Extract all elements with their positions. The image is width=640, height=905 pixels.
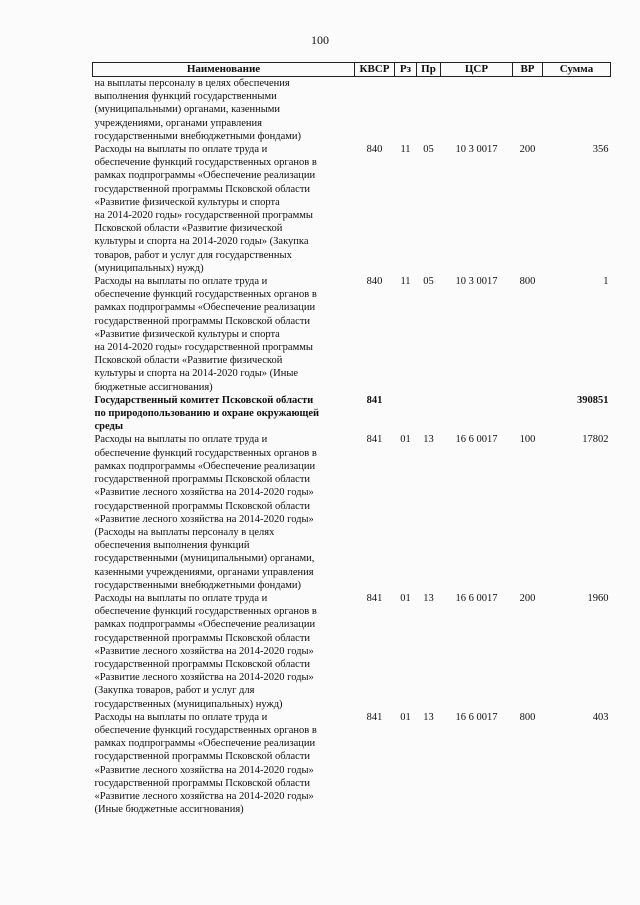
row-name-line: государственной программы Псковской области [94, 632, 311, 644]
row-pr [417, 394, 441, 434]
row-name-line: государственной программы Псковской области [94, 658, 311, 670]
row-name-line: «Развитие лесного хозяйства на 2014-2020 годы» [94, 513, 314, 525]
row-name-line: «Развитие лесного хозяйства на 2014-2020 годы» [94, 645, 314, 657]
row-name-line: (муниципальных) нужд) [94, 262, 204, 274]
row-sum: 1960 [587, 592, 609, 604]
row-name-line: (Иные бюджетные ассигнования) [94, 804, 244, 816]
row-name-line: обеспечение функций государственных органов в [94, 724, 317, 736]
row-name-line: государственной программы Псковской области [94, 500, 311, 512]
row-name-line: государственных (муниципальных) нужд) [94, 698, 283, 710]
row-csr [441, 77, 513, 144]
row-vr [513, 394, 543, 434]
row-name-line: государственной программы Псковской области [94, 183, 311, 195]
table-header-row [93, 63, 611, 77]
row-vr: 800 [519, 276, 536, 288]
row-name-line: на выплаты персоналу в целях обеспечения [94, 78, 290, 89]
row-kvsr: 840 [366, 276, 383, 288]
row-rz [395, 394, 417, 434]
row-name-line: на 2014-2020 годы» государственной программы [94, 210, 313, 222]
row-pr: 13 [423, 711, 434, 723]
header-name: Наименование [93, 63, 355, 77]
row-name-line: государственными внебюджетными фондами) [94, 130, 302, 142]
row-rz: 01 [400, 711, 411, 723]
row-pr: 05 [423, 276, 434, 288]
table-row [93, 77, 611, 144]
row-name-line: Расходы на выплаты по оплате труда и [94, 711, 268, 723]
table-row [93, 275, 611, 394]
row-name-line: Государственный комитет Псковской области [94, 394, 314, 406]
row-name-line: «Развитие лесного хозяйства на 2014-2020 годы» [94, 672, 314, 684]
row-name-line: бюджетные ассигнования) [94, 381, 213, 393]
row-name-line: учреждениями, органами управления [94, 117, 262, 129]
row-name-line: (муниципальными) органами, казенными [94, 104, 281, 116]
table-row [93, 592, 611, 711]
row-kvsr: 841 [366, 711, 383, 723]
table-row [93, 711, 611, 817]
row-name-line: Псковской области «Развитие физической [94, 223, 283, 235]
row-csr: 16 6 0017 [455, 711, 498, 723]
row-vr [513, 77, 543, 144]
row-name-line: товаров, работ и услуг для государственных [94, 249, 292, 261]
row-sum: 390851 [577, 394, 609, 406]
row-csr: 10 3 0017 [455, 276, 498, 288]
row-csr: 16 6 0017 [455, 592, 498, 604]
row-name [93, 77, 355, 144]
row-name [93, 592, 355, 711]
row-name-line: «Развитие физической культуры и спорта [94, 196, 280, 208]
row-name-line: обеспечение функций государственных органов в [94, 289, 317, 301]
row-rz: 01 [400, 434, 411, 446]
row-name-line: на 2014-2020 годы» государственной программы [94, 342, 313, 354]
row-name-line: государственной программы Псковской области [94, 474, 311, 486]
row-sum: 1 [603, 276, 609, 288]
header-csr: ЦСР [441, 63, 513, 77]
row-sum [543, 77, 611, 144]
row-name-line: культуры и спорта на 2014-2020 годы» (Закупка [94, 236, 309, 248]
row-rz: 11 [400, 276, 411, 288]
row-vr: 200 [519, 144, 536, 156]
row-pr: 13 [423, 592, 434, 604]
row-name [93, 275, 355, 394]
row-csr: 16 6 0017 [455, 434, 498, 446]
row-name-line: «Развитие лесного хозяйства на 2014-2020 годы» [94, 487, 314, 499]
row-name-line: обеспечение функций государственных органов в [94, 157, 317, 169]
row-name [93, 711, 355, 817]
row-name-line: казенными учреждениями, органами управления [94, 566, 314, 578]
row-name [93, 394, 355, 434]
row-name-line: Псковской области «Развитие физической [94, 355, 283, 367]
row-kvsr: 841 [366, 592, 383, 604]
row-sum: 356 [592, 144, 609, 156]
row-rz: 01 [400, 592, 411, 604]
row-name-line: государственной программы Псковской области [94, 777, 311, 789]
row-csr [441, 394, 513, 434]
row-kvsr: 841 [366, 434, 383, 446]
row-name-line: «Развитие лесного хозяйства на 2014-2020 годы» [94, 790, 314, 802]
header-sum: Сумма [543, 63, 611, 77]
row-name-line: рамках подпрограммы «Обеспечение реализации [94, 460, 316, 472]
row-name-line: рамках подпрограммы «Обеспечение реализации [94, 170, 316, 182]
row-name-line: обеспечения выполнения функций [94, 540, 250, 552]
row-vr: 800 [519, 711, 536, 723]
budget-table [92, 62, 611, 816]
row-name-line: Расходы на выплаты по оплате труда и [94, 434, 268, 446]
row-name-line: рамках подпрограммы «Обеспечение реализации [94, 302, 316, 314]
header-pr: Пр [417, 63, 441, 77]
table-row [93, 433, 611, 591]
header-kvsr: КВСР [355, 63, 395, 77]
row-vr: 200 [519, 592, 536, 604]
row-name-line: «Развитие физической культуры и спорта [94, 328, 280, 340]
row-kvsr [355, 77, 395, 144]
header-vr: ВР [513, 63, 543, 77]
row-name-line: культуры и спорта на 2014-2020 годы» (Иные [94, 368, 299, 380]
row-name-line: рамках подпрограммы «Обеспечение реализации [94, 738, 316, 750]
row-rz: 11 [400, 144, 411, 156]
row-name-line: обеспечение функций государственных органов в [94, 606, 317, 618]
row-name-line: рамках подпрограммы «Обеспечение реализации [94, 619, 316, 631]
row-name-line: обеспечение функций государственных органов в [94, 447, 317, 459]
table-row [93, 394, 611, 434]
row-vr: 100 [519, 434, 536, 446]
row-csr: 10 3 0017 [455, 144, 498, 156]
row-name-line: государственными (муниципальными) органами, [94, 553, 315, 565]
row-name-line: государственными внебюджетными фондами) [94, 579, 302, 591]
row-name-line: среды [94, 421, 124, 433]
row-pr: 13 [423, 434, 434, 446]
header-rz: Рз [395, 63, 417, 77]
row-name-line: выполнения функций государственными [94, 91, 277, 103]
row-name-line: по природопользованию и охране окружающей [94, 408, 320, 420]
row-rz [395, 77, 417, 144]
row-name-line: Расходы на выплаты по оплате труда и [94, 592, 268, 604]
row-name-line: государственной программы Псковской области [94, 315, 311, 327]
row-name-line: Расходы на выплаты по оплате труда и [94, 144, 268, 156]
row-pr [417, 77, 441, 144]
row-kvsr: 840 [366, 144, 383, 156]
table-row [93, 143, 611, 275]
page-number: 100 [311, 33, 329, 47]
row-sum: 403 [592, 711, 609, 723]
table-body [93, 77, 611, 817]
row-name [93, 143, 355, 275]
row-name-line: «Развитие лесного хозяйства на 2014-2020 годы» [94, 764, 314, 776]
row-pr: 05 [423, 144, 434, 156]
row-name-line: (Расходы на выплаты персоналу в целях [94, 526, 275, 538]
row-name [93, 433, 355, 591]
row-name-line: Расходы на выплаты по оплате труда и [94, 276, 268, 288]
row-name-line: государственной программы Псковской области [94, 751, 311, 763]
row-sum: 17802 [582, 434, 609, 446]
row-kvsr: 841 [366, 394, 383, 406]
row-name-line: (Закупка товаров, работ и услуг для [94, 685, 255, 697]
